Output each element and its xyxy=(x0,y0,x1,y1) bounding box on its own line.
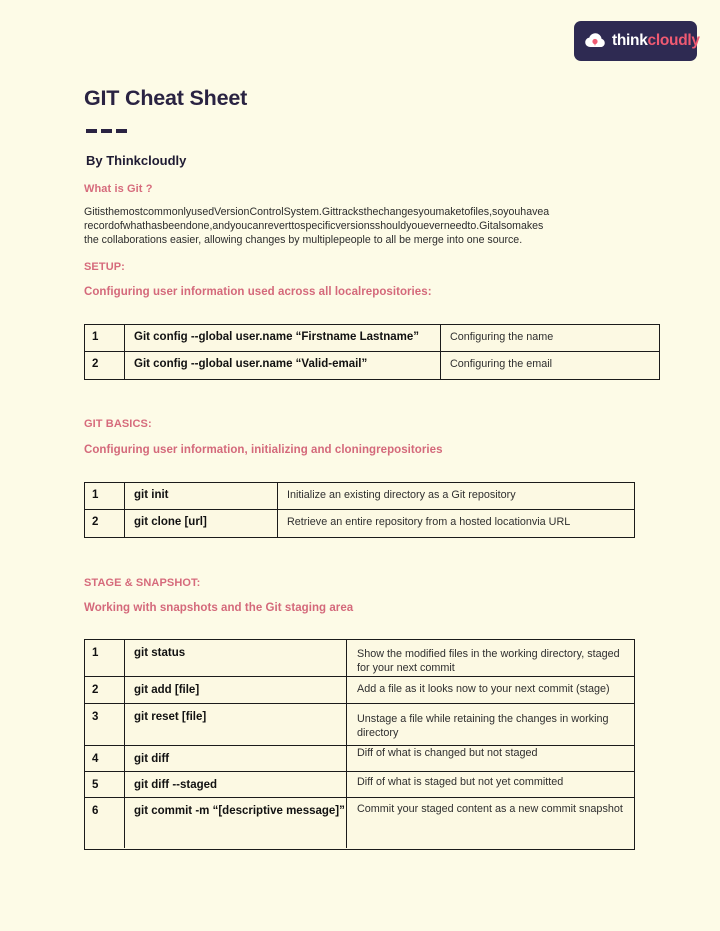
byline: By Thinkcloudly xyxy=(86,153,187,168)
table-row xyxy=(85,325,659,352)
table-row xyxy=(85,483,634,510)
row-command: git commit -m “[descriptive message]” xyxy=(125,798,347,848)
heading-git-basics: GIT BASICS: xyxy=(84,418,152,430)
cloud-icon xyxy=(585,33,605,49)
divider-dash xyxy=(101,129,112,133)
row-number: 2 xyxy=(85,510,125,537)
subheading-git-basics: Configuring user information, initializing and cloningrepositories xyxy=(84,444,443,456)
row-number: 5 xyxy=(85,772,125,797)
intro-line-1: GitisthemostcommonlyusedVersionControlSystem.Gittracksthechangesyoumaketofiles,soyouhavea xyxy=(84,206,550,218)
row-command: Git config --global user.name “Valid-email” xyxy=(125,352,441,379)
table-row xyxy=(85,510,634,537)
row-command: git status xyxy=(125,640,347,676)
row-description: Diff of what is changed but not staged xyxy=(357,747,538,759)
heading-stage-snapshot: STAGE & SNAPSHOT: xyxy=(84,577,201,589)
row-number: 4 xyxy=(85,746,125,771)
table-setup xyxy=(84,324,660,380)
intro-line-3: the collaborations easier, allowing changes by multiplepeople to all be merge into one source. xyxy=(84,234,523,247)
row-command: git clone [url] xyxy=(125,510,278,537)
row-command: Git config --global user.name “Firstname Lastname” xyxy=(125,325,441,351)
row-number: 3 xyxy=(85,704,125,745)
subheading-stage-snapshot: Working with snapshots and the Git staging area xyxy=(84,602,354,614)
row-description: Add a file as it looks now to your next commit (stage) xyxy=(357,683,610,695)
row-number: 2 xyxy=(85,677,125,703)
row-number: 1 xyxy=(85,640,125,676)
row-description: Show the modified files in the working directory, staged for your next commit xyxy=(357,648,620,674)
table-stage-snapshot xyxy=(84,639,635,850)
row-command: git reset [file] xyxy=(125,704,347,745)
logo-word-think: think xyxy=(612,32,648,50)
divider-dash xyxy=(116,129,127,133)
row-number: 1 xyxy=(85,483,125,509)
intro-paragraph xyxy=(84,205,609,248)
row-command: git diff xyxy=(125,746,347,771)
row-description: Diff of what is staged but not yet committed xyxy=(357,776,564,788)
subheading-setup: Configuring user information used across all localrepositories: xyxy=(84,286,432,298)
row-description: Initialize an existing directory as a Git repository xyxy=(287,489,516,501)
row-description: Retrieve an entire repository from a hosted locationvia URL xyxy=(287,516,571,528)
row-description: Unstage a file while retaining the changes in working directory xyxy=(357,713,609,739)
row-command: git init xyxy=(125,483,278,509)
row-description: Commit your staged content as a new commit snapshot xyxy=(357,803,623,815)
page-title: GIT Cheat Sheet xyxy=(84,86,248,110)
title-divider xyxy=(86,129,127,133)
table-git-basics xyxy=(84,482,635,538)
row-number: 6 xyxy=(85,798,125,848)
row-number: 1 xyxy=(85,325,125,351)
table-row xyxy=(85,352,659,379)
row-number: 2 xyxy=(85,352,125,379)
row-description: Configuring the email xyxy=(450,358,553,370)
heading-what-is-git: What is Git ? xyxy=(84,183,153,195)
intro-line-2: recordofwhathasbeendone,andyoucanreverttospecificversionsshouldyoueverneedto.Gitalsomakes xyxy=(84,220,544,233)
row-description: Configuring the name xyxy=(450,331,554,343)
logo-word-cloudly: cloudly xyxy=(647,32,700,50)
logo-wordmark xyxy=(612,33,700,49)
thinkcloudly-logo[interactable] xyxy=(574,21,700,61)
divider-dash xyxy=(86,129,97,133)
heading-setup: SETUP: xyxy=(84,261,125,273)
row-command: git diff --staged xyxy=(125,772,347,797)
row-command: git add [file] xyxy=(125,677,347,703)
